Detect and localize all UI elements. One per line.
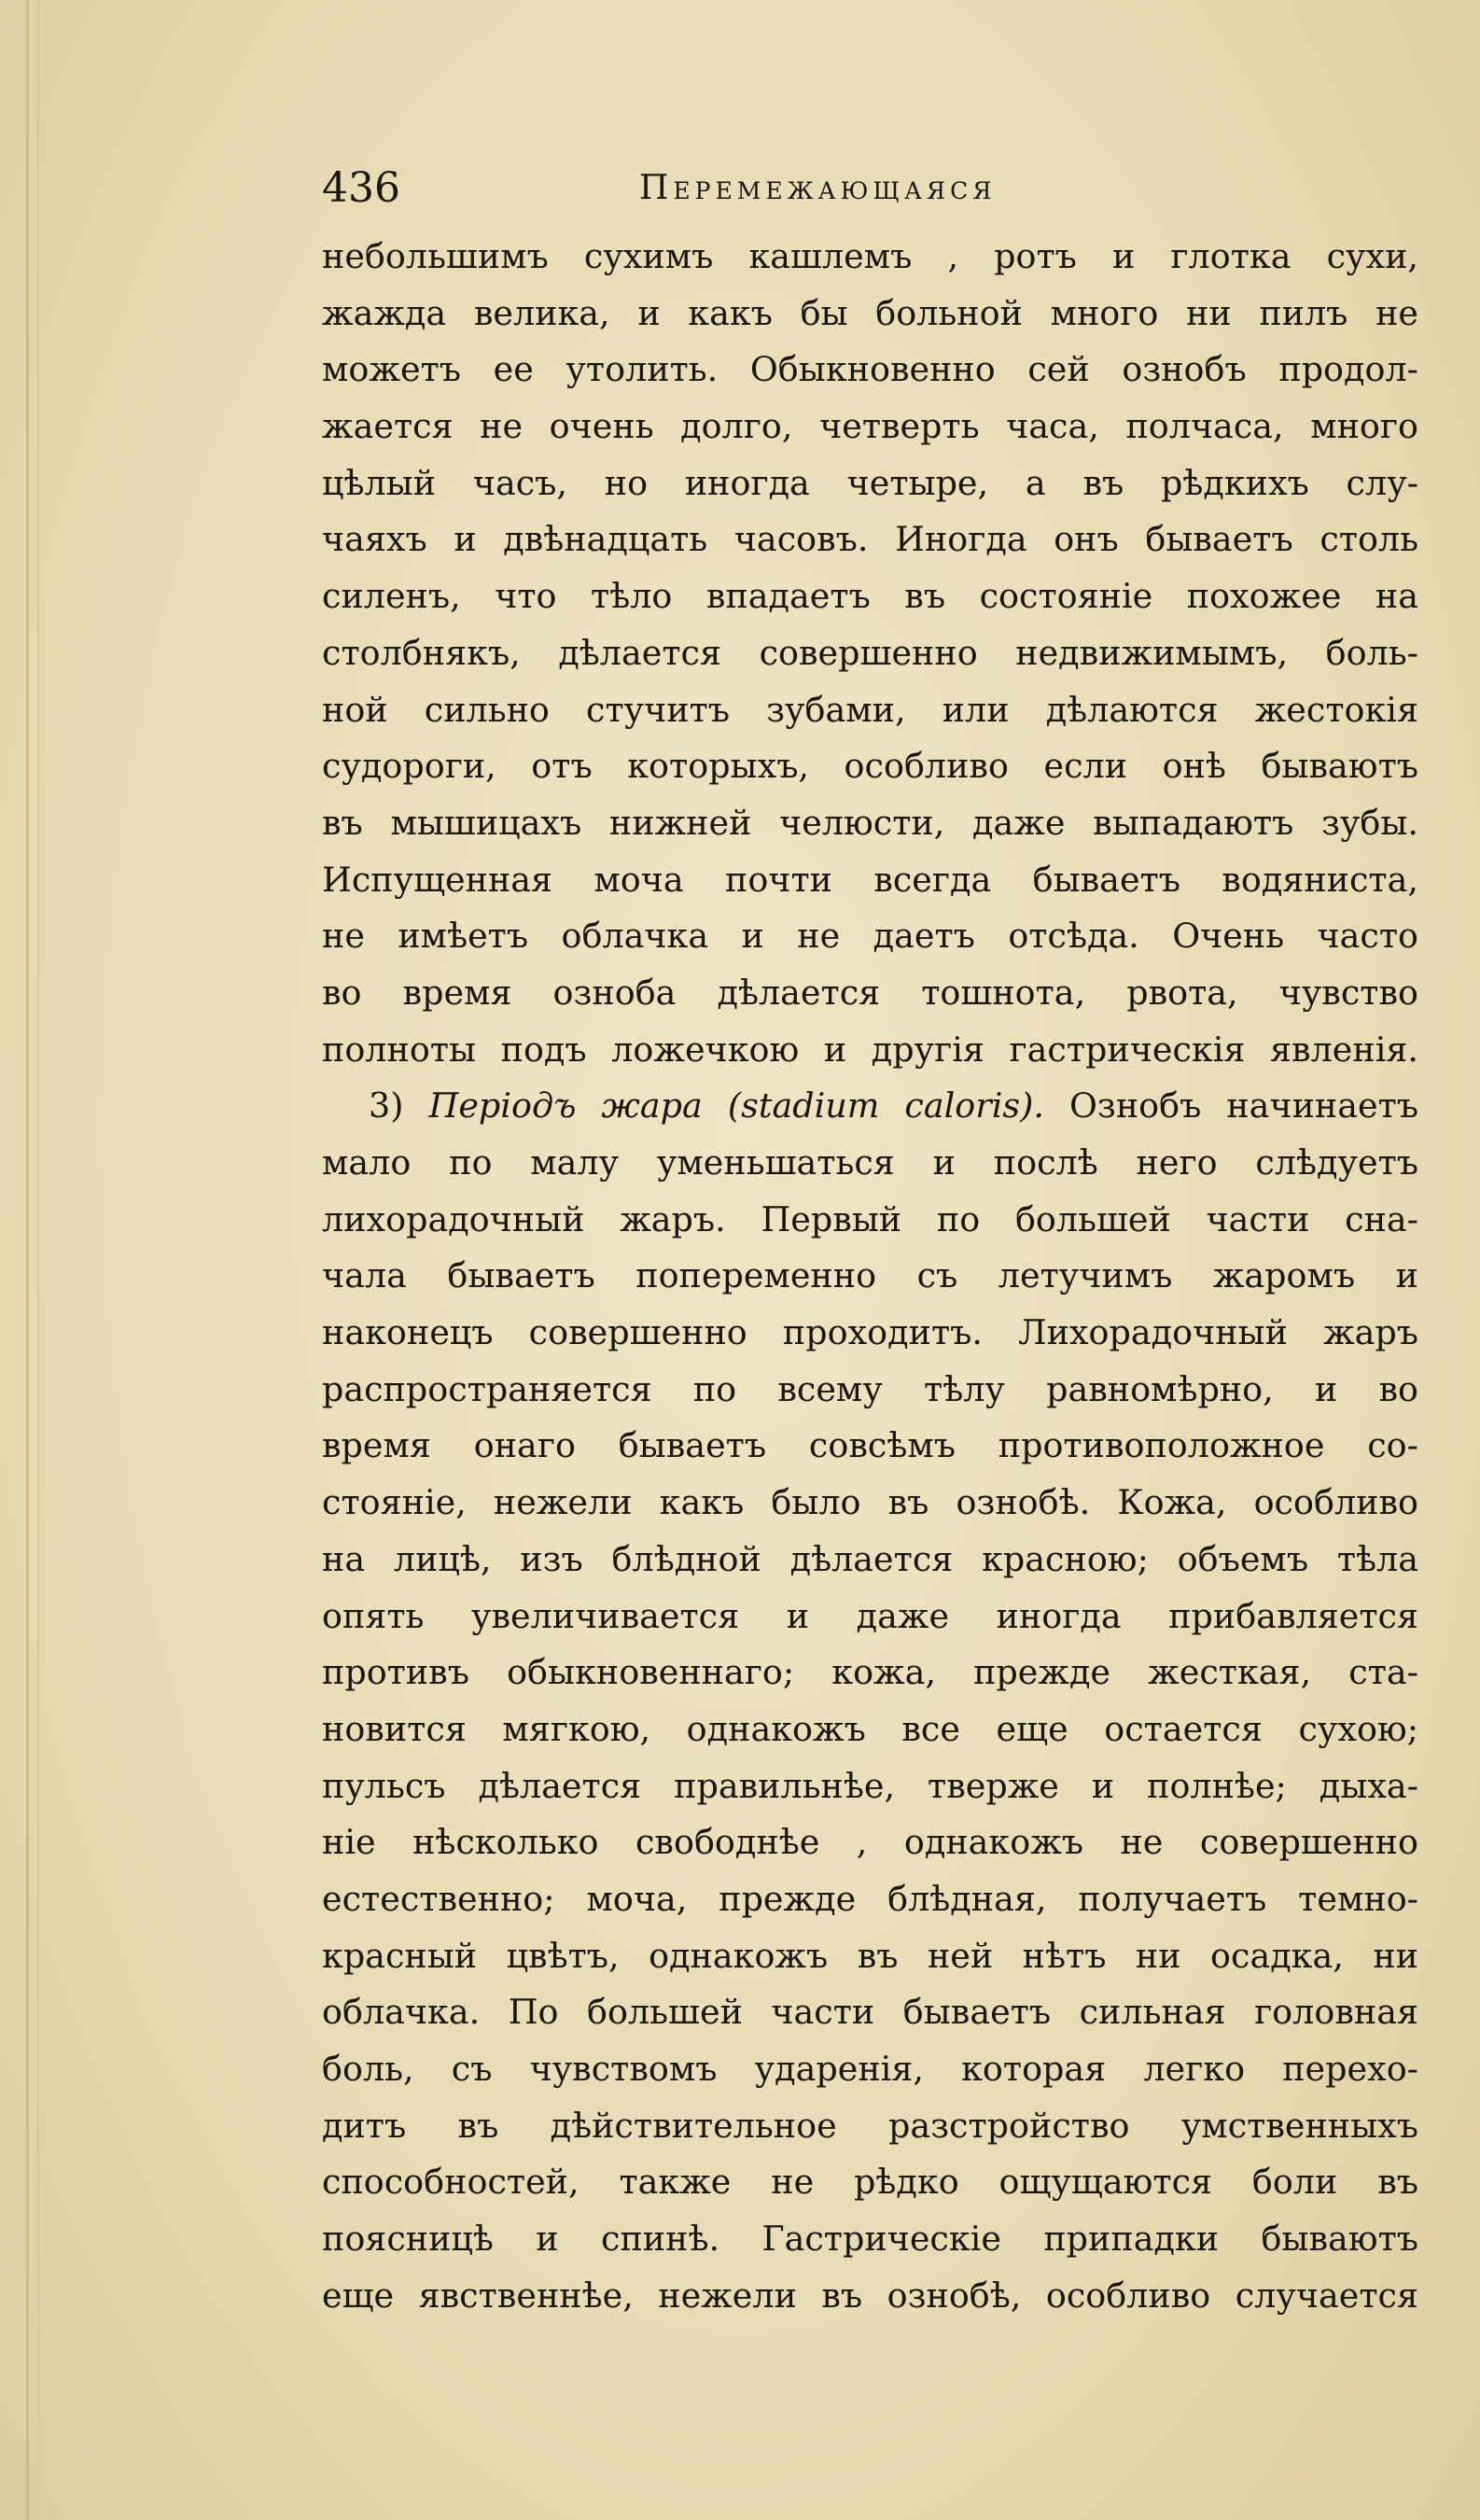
text-line: еще явственнѣе, нежели въ ознобѣ, особливо случается (322, 2275, 1418, 2316)
text-line: поясницѣ и спинѣ. Гастрическіе припадки бываютъ (322, 2219, 1418, 2260)
text-line: въ мышицахъ нижней челюсти, даже выпадаютъ зубы. (322, 802, 1418, 843)
text-line: новится мягкою, однакожъ все еще остается сухою; (322, 1708, 1418, 1749)
text-line: ной сильно стучитъ зубами, или дѣлаются жестокія (322, 689, 1418, 730)
text-line: распространяется по всему тѣлу равномѣрно, и во (322, 1368, 1418, 1409)
text-line: не имѣетъ облачка и не даетъ отсѣда. Очень часто (322, 916, 1418, 957)
text-line: противъ обыкновеннаго; кожа, прежде жесткая, ста- (322, 1652, 1418, 1693)
page-edge-line (37, 0, 39, 2520)
text-line: способностей, также не рѣдко ощущаются боли въ (322, 2162, 1418, 2203)
page-number: 436 (322, 164, 400, 212)
section-title: Періодъ жара (428, 1085, 703, 1127)
text-line: время онаго бываетъ совсѣмъ противоположное со- (322, 1425, 1418, 1466)
text-line: можетъ ее утолить. Обыкновенно сей ознобъ продол- (322, 349, 1418, 390)
running-head (322, 161, 1418, 217)
body-text (322, 229, 1418, 2324)
text-line: жается не очень долго, четверть часа, полчаса, много (322, 406, 1418, 447)
text-line: опять увеличивается и даже иногда прибавляется (322, 1595, 1418, 1636)
text-line: на лицѣ, изъ блѣдной дѣлается красною; объемъ тѣла (322, 1538, 1418, 1579)
text-line: стояніе, нежели какъ было въ ознобѣ. Кожа, особливо (322, 1482, 1418, 1523)
text-line: во время озноба дѣлается тошнота, рвота, чувство (322, 972, 1418, 1013)
text-line: чала бываетъ попеременно съ летучимъ жаромъ и (322, 1255, 1418, 1296)
section-latin: (stadium caloris). (727, 1085, 1044, 1127)
text-line: пульсъ дѣлается правильнѣе, тверже и полнѣе; дыха- (322, 1765, 1418, 1806)
text-line: боль, съ чувствомъ ударенія, которая легко перехо- (322, 2049, 1418, 2089)
text-line: чаяхъ и двѣнадцать часовъ. Иногда онъ бываетъ столь (322, 519, 1418, 560)
text-line: облачка. По большей части бываетъ сильная головная (322, 1992, 1418, 2033)
section-number: 3) (369, 1085, 404, 1127)
text-line: небольшимъ сухимъ кашлемъ , ротъ и глотка сухи, (322, 236, 1418, 276)
text-line: ніе нѣсколько свободнѣе , однакожъ не совершенно (322, 1822, 1418, 1863)
section-line-rest: Ознобъ начинаетъ (1069, 1085, 1419, 1127)
text-line: дитъ въ дѣйствительное разстройство умственныхъ (322, 2105, 1418, 2146)
text-line: лихорадочный жаръ. Первый по большей части сна- (322, 1198, 1418, 1239)
section-heading-line (322, 1078, 1418, 1135)
text-line: полноты подъ ложечкою и другія гастрическія явленія. (322, 1029, 1418, 1070)
text-line: Испущенная моча почти всегда бываетъ водяниста, (322, 859, 1418, 900)
text-line: жажда велика, и какъ бы больной много ни пилъ не (322, 292, 1418, 333)
text-line: мало по малу уменьшаться и послѣ него слѣдуетъ (322, 1142, 1418, 1183)
text-line: судороги, отъ которыхъ, особливо если онѣ бываютъ (322, 746, 1418, 787)
text-line: красный цвѣтъ, однакожъ въ ней нѣтъ ни осадка, ни (322, 1935, 1418, 1976)
text-line: столбнякъ, дѣлается совершенно недвижимымъ, боль- (322, 632, 1418, 673)
text-line: цѣлый часъ, но иногда четыре, а въ рѣдкихъ слу- (322, 462, 1418, 503)
running-title: Перемежающаяся (639, 169, 997, 207)
text-line: силенъ, что тѣло впадаетъ въ состояніе похожее на (322, 576, 1418, 617)
text-line: естественно; моча, прежде блѣдная, получаетъ темно- (322, 1878, 1418, 1919)
text-line: наконецъ совершенно проходитъ. Лихорадочный жаръ (322, 1312, 1418, 1353)
page-edge-shadow (26, 0, 29, 2520)
